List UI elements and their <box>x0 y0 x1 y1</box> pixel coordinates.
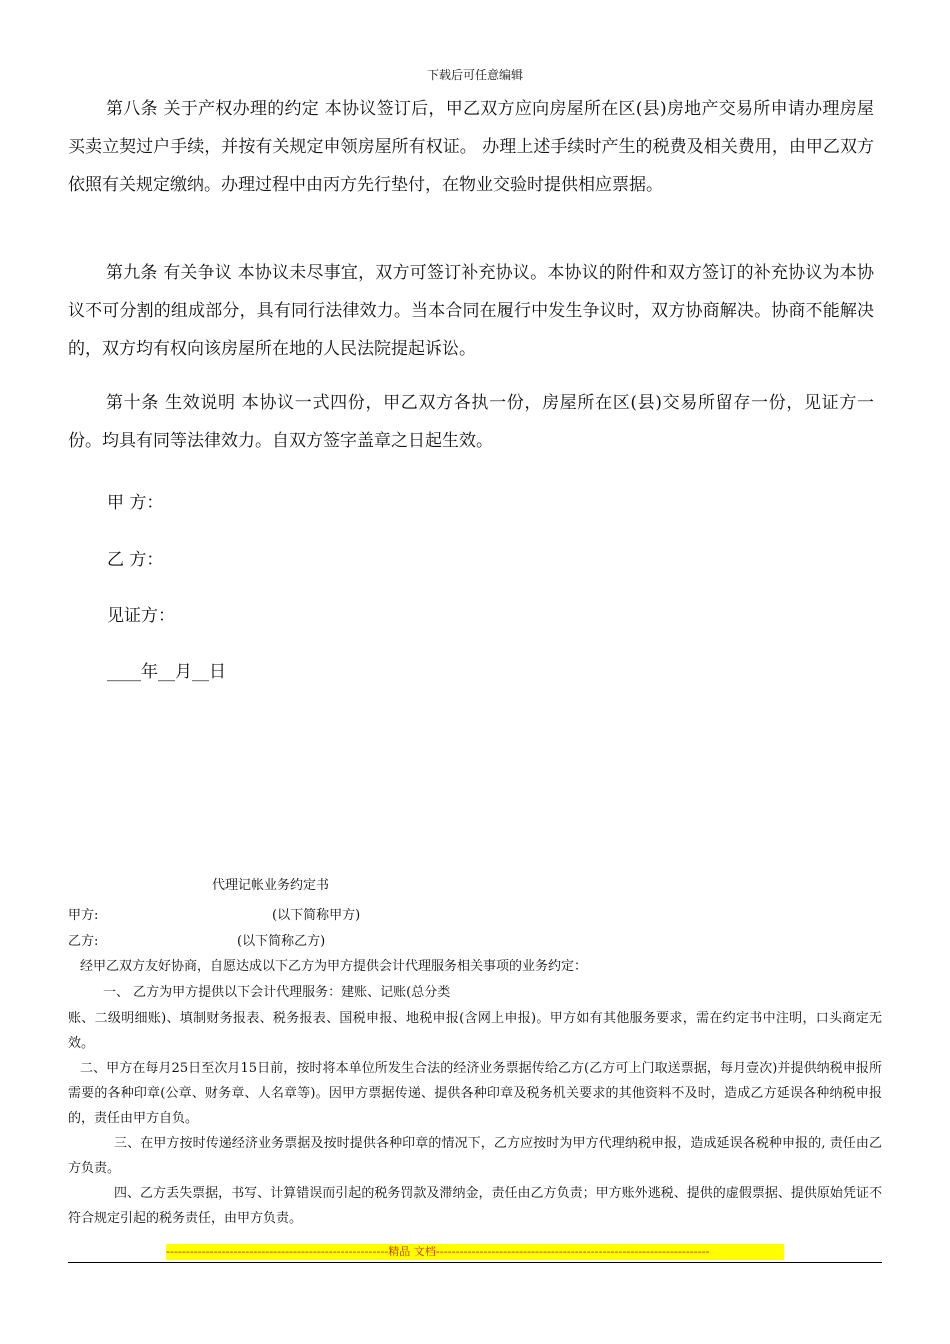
article-9: 第九条 有关争议 本协议未尽事宜，双方可签订补充协议。本协议的附件和双方签订的补充协议为本协议不可分割的组成部分，具有同行法律效力。当本合同在履行中发生争议时，双方协商解决。协商不能解决的，双方均有权向该房屋所在地的人民法院提起诉讼。 <box>68 263 874 359</box>
article-8: 第八条 关于产权办理的约定 本协议签订后，甲乙双方应向房屋所在区(县)房地产交易所申请办理房屋买卖立契过户手续，并按有关规定申领房屋所有权证。 办理上述手续时产生的税费及相关费用，由甲乙双方依照有关规定缴纳。办理过程中由丙方先行垫付，在物业交验时提供相应票据。 <box>68 99 874 195</box>
agreement-title: 代理记帐业务约定书 <box>212 878 330 893</box>
agreement-item-1-rest: 账、二级明细账)、填制财务报表、税务报表、国税申报、地税申报(含网上申报)。甲方如有其他服务要求，需在约定书中注明，口头商定无效。 <box>68 1011 882 1051</box>
agreement-item-2: 二、甲方在每月25日至次月15日前，按时将本单位所发生合法的经济业务票据传给乙方(乙方可上门取送票据，每月壹次)并提供纳税申报所需要的各种印章(公章、财务章、人名章等)。因甲方票据传递、提供各种印章及税务机关要求的其他资料不及时，造成乙方延误各种纳税申报的，责任由甲方自负。 <box>68 1061 882 1126</box>
agreement-intro: 经甲乙双方友好协商，自愿达成以下乙方为甲方提供会计代理服务相关事项的业务约定： <box>80 959 588 974</box>
signature-party-a: 甲 方： <box>107 493 164 513</box>
agreement-item-3: 三、在甲方按时传递经济业务票据及按时提供各种印章的情况下，乙方应按时为甲方代理纳税申报，造成延误各税种申报的, 责任由乙方负责。 <box>68 1136 882 1176</box>
footer-divider <box>68 1262 882 1263</box>
agreement-item-1-first: 一、 乙方为甲方提供以下会计代理服务：建账、记账(总分类 <box>103 985 451 1000</box>
footer-banner: --------------------------------------------------------精品 文档--------------------------------------------------------------------- <box>166 1244 784 1260</box>
agreement-party-b-note: (以下简称乙方) <box>237 934 326 949</box>
signature-witness: 见证方： <box>107 606 175 626</box>
header-note: 下载后可任意编辑 <box>426 68 523 82</box>
agreement-item-4: 四、乙方丢失票据，书写、计算错误而引起的税务罚款及滞纳金，责任由乙方负责；甲方账外逃税、提供的虚假票据、提供原始凭证不符合规定引起的税务责任，由甲方负责。 <box>68 1186 882 1226</box>
signature-date: ____年__月__日 <box>107 662 226 682</box>
article-10: 第十条 生效说明 本协议一式四份，甲乙双方各执一份，房屋所在区(县)交易所留存一份，见证方一份。均具有同等法律效力。自双方签字盖章之日起生效。 <box>68 393 874 451</box>
agreement-party-a-note: (以下简称甲方) <box>272 908 361 923</box>
agreement-party-b-label: 乙方: <box>68 934 99 949</box>
signature-party-b: 乙 方： <box>107 550 164 570</box>
agreement-party-a-label: 甲方: <box>68 908 99 923</box>
